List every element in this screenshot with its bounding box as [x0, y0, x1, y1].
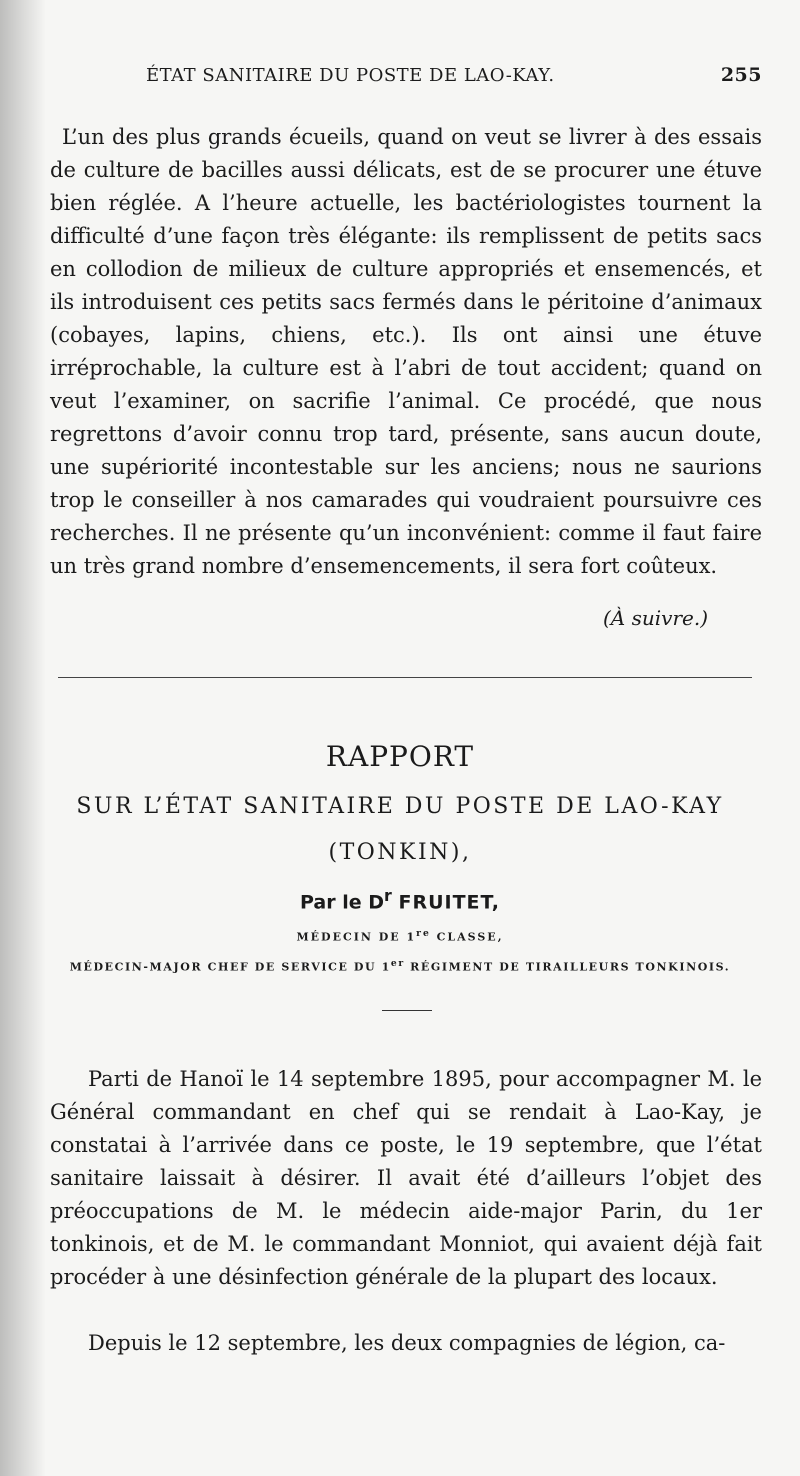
- paragraph-culture-methods: L’un des plus grands écueils, quand on veut se livrer à des essais de culture de bacilles aussi délicats, est de se procurer une étuve bien réglée. A l’heure actuelle, les bactériologistes tournent la difficulté d’une façon très élégante: ils remplissent de petits sacs en collodion de milieux de culture appropriés et ensemencés, et ils introduisent ces petits sacs fermés dans le péritoine d’animaux (cobayes, lapins, chiens, etc.). Ils ont ainsi une étuve irréprochable, la culture est à l’abri de tout accident; quand on veut l’examiner, on sacrifie l’animal. Ce procédé, que nous regrettons d’avoir connu trop tard, présente, sans aucun doute, une supériorité incontestable sur les anciens; nous ne saurions trop le conseiller à nos camarades qui voudraient poursuivre ces recherches. Il ne présente qu’un inconvénient: comme il faut faire un très grand nombre d’ensemencements, il sera fort coûteux.: [50, 125, 762, 578]
- author-line: [0, 886, 800, 913]
- running-title: ÉTAT SANITAIRE DU POSTE DE LAO-KAY.: [146, 65, 555, 86]
- rank-1-end: CLASSE,: [430, 930, 504, 944]
- article-subtitle: SUR L’ÉTAT SANITAIRE DU POSTE DE LAO-KAY: [76, 794, 724, 819]
- rank-1-sup: re: [416, 928, 431, 939]
- paragraph-companies: Depuis le 12 septembre, les deux compagnies de légion, ca-: [88, 1331, 726, 1355]
- running-header: [146, 64, 762, 86]
- short-divider: [382, 1010, 432, 1011]
- page-number: 255: [720, 64, 762, 86]
- author-prefix: Par le D: [300, 891, 385, 914]
- article-subtitle-region: (TONKIN),: [328, 840, 472, 865]
- author-position: [0, 958, 800, 974]
- rank-2-sup: er: [390, 958, 405, 969]
- rank-2-end: RÉGIMENT DE TIRAILLEURS TONKINOIS.: [404, 960, 731, 974]
- binding-shadow: [0, 0, 46, 1476]
- paragraph-arrival: Parti de Hanoï le 14 septembre 1895, pour accompagner M. le Général commandant en chef qui se rendait à Lao-Kay, je constatai à l’arrivée dans ce poste, le 19 septembre, que l’état sanitaire laissait à désirer. Il avait été d’ailleurs l’objet des préoccupations de M. le médecin aide-major Parin, du 1er tonkinois, et de M. le commandant Monniot, qui avaient déjà fait procéder à une désinfection générale de la plupart des locaux.: [50, 1067, 762, 1289]
- author-name: FRUITET,: [398, 891, 500, 914]
- author-rank: [0, 928, 800, 944]
- rank-2-text: MÉDECIN-MAJOR CHEF DE SERVICE DU 1: [69, 960, 391, 974]
- author-prefix-sup: r: [384, 886, 392, 905]
- rank-1-text: MÉDECIN DE 1: [296, 930, 417, 944]
- a-suivre-note: (À suivre.): [603, 606, 708, 630]
- section-divider: [58, 677, 752, 678]
- article-title: RAPPORT: [325, 740, 475, 773]
